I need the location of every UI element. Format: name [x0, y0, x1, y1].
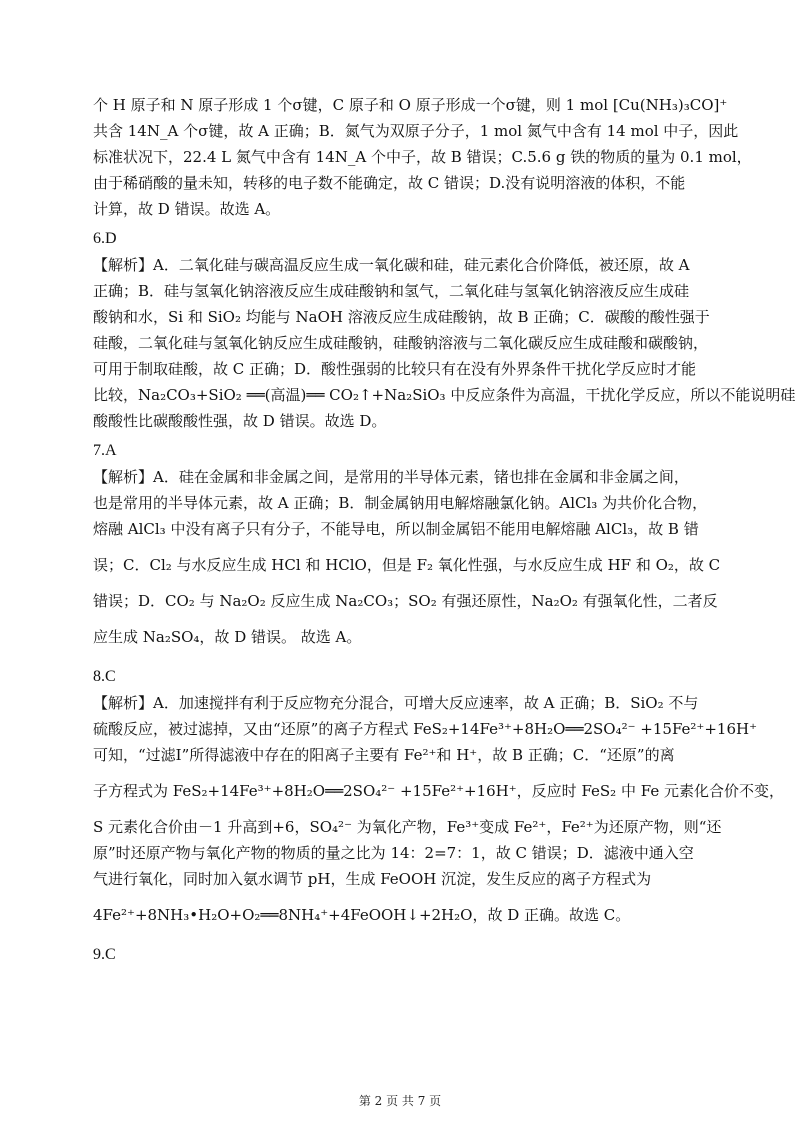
q7-analysis: [93, 464, 721, 650]
q8-analysis: [93, 690, 784, 928]
text-line: 标准状况下，22.4 L 氮气中含有 14N_A 个中子，故 B 错误；C.5.6 g 铁的物质的量为 0.1 mol，: [93, 148, 752, 166]
text-line: 个 H 原子和 N 原子形成 1 个σ键，C 原子和 O 原子形成一个σ键，则 1 mol [Cu(NH₃)₃CO]⁺: [93, 96, 728, 114]
question-number: 7.A: [93, 442, 117, 459]
text-line: 比较，Na₂CO₃+SiO₂ ══(高温)══ CO₂↑+Na₂SiO₃ 中反应条件为高温，干扰化学反应，所以不能说明硅: [93, 386, 796, 404]
question-number: 6.D: [93, 230, 117, 247]
text-line: 可知，“过滤I”所得滤液中存在的阳离子主要有 Fe²⁺和 H⁺，故 B 正确；C．“还原”的离: [93, 746, 675, 764]
text-line: 硅酸，二氧化硅与氢氧化钠反应生成硅酸钠，硅酸钠溶液与二氧化碳反应生成硅酸和碳酸钠，: [93, 334, 709, 352]
text-line: 酸酸性比碳酸酸性强，故 D 错误。故选 D。: [93, 412, 387, 430]
text-line: 错误；D．CO₂ 与 Na₂O₂ 反应生成 Na₂CO₃；SO₂ 有强还原性，Na₂O₂ 有强氧化性，二者反: [93, 592, 718, 610]
q5-tail: [93, 92, 752, 222]
text-line: 正确；B．硅与氢氧化钠溶液反应生成硅酸钠和氢气，二氧化硅与氢氧化钠溶液反应生成硅: [93, 282, 690, 300]
text-line: 由于稀硝酸的量未知，转移的电子数不能确定，故 C 错误；D.没有说明溶液的体积，不能: [93, 174, 686, 192]
text-line: 误；C．Cl₂ 与水反应生成 HCl 和 HClO，但是 F₂ 氧化性强，与水反应生成 HF 和 O₂，故 C: [93, 556, 721, 574]
text-line: 应生成 Na₂SO₄，故 D 错误。 故选 A。: [93, 628, 362, 646]
text-line: 熔融 AlCl₃ 中没有离子只有分子，不能导电，所以制金属铝不能用电解熔融 AlCl₃，故 B 错: [93, 520, 699, 538]
text-line: 酸钠和水，Si 和 SiO₂ 均能与 NaOH 溶液反应生成硅酸钠，故 B 正确；C．碳酸的酸性强于: [93, 308, 710, 326]
q6-analysis: [93, 252, 796, 434]
document-body: [93, 92, 796, 968]
question-number: 9.C: [93, 946, 116, 963]
text-line: 硫酸反应，被过滤掉，又由“还原”的离子方程式 FeS₂+14Fe³⁺+8H₂O══2SO₄²⁻ +15Fe²⁺+16H⁺: [93, 720, 758, 738]
text-line: 【解析】A．硅在金属和非金属之间，是常用的半导体元素，锗也排在金属和非金属之间，: [93, 468, 689, 486]
text-line: 共含 14N_A 个σ键，故 A 正确；B．氮气为双原子分子，1 mol 氮气中含有 14 mol 中子，因此: [93, 122, 739, 140]
text-line: 【解析】A．二氧化硅与碳高温反应生成一氧化碳和硅，硅元素化合价降低，被还原，故 A: [93, 256, 690, 274]
text-line: S 元素化合价由－1 升高到+6，SO₄²⁻ 为氧化产物，Fe³⁺变成 Fe²⁺，Fe²⁺为还原产物，则“还: [93, 818, 722, 836]
text-line: 原”时还原产物与氧化产物的物质的量之比为 14：2=7：1，故 C 错误；D．滤液中通入空: [93, 844, 694, 862]
text-line: 子方程式为 FeS₂+14Fe³⁺+8H₂O══2SO₄²⁻ +15Fe²⁺+16H⁺，反应时 FeS₂ 中 Fe 元素化合价不变，: [93, 782, 784, 800]
text-line: 【解析】A．加速搅拌有利于反应物充分混合，可增大反应速率，故 A 正确；B．SiO₂ 不与: [93, 694, 699, 712]
text-line: 也是常用的半导体元素，故 A 正确；B．制金属钠用电解熔融氯化钠。AlCl₃ 为共价化合物，: [93, 494, 708, 512]
text-line: 气进行氧化，同时加入氨水调节 pH，生成 FeOOH 沉淀，发生反应的离子方程式为: [93, 870, 652, 888]
page-footer: 第 2 页 共 7 页: [358, 1094, 442, 1108]
text-line: 可用于制取硅酸，故 C 正确；D．酸性强弱的比较只有在没有外界条件干扰化学反应时才能: [93, 360, 697, 378]
text-line: 4Fe²⁺+8NH₃•H₂O+O₂══8NH₄⁺+4FeOOH↓+2H₂O，故 D 正确。故选 C。: [93, 906, 631, 924]
text-line: 计算，故 D 错误。故选 A。: [93, 200, 281, 218]
question-number: 8.C: [93, 668, 116, 685]
